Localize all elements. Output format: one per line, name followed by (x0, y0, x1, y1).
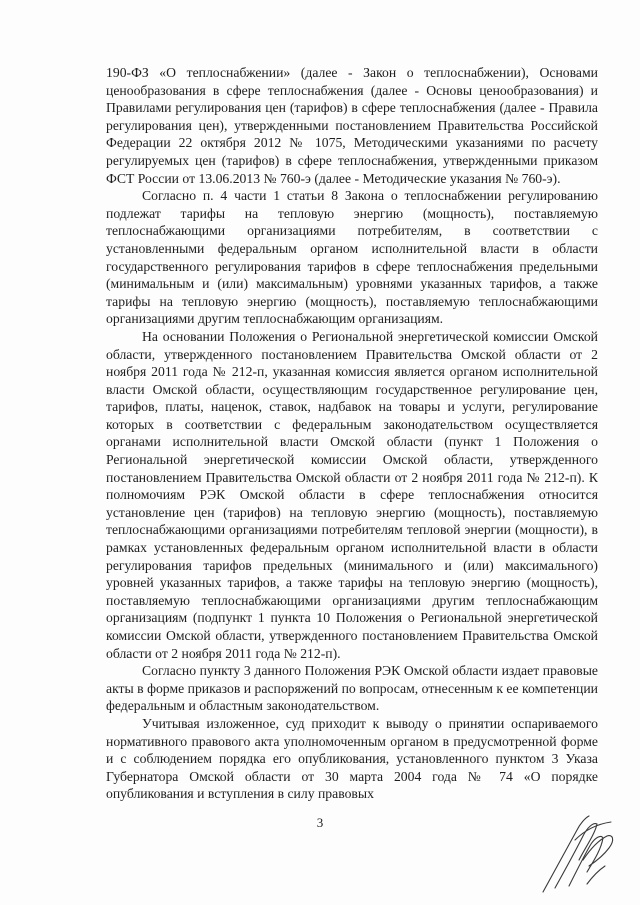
document-body (106, 64, 598, 803)
page-number: 3 (316, 815, 324, 830)
paragraph-5: Учитывая изложенное, суд приходит к выводу о принятии оспариваемого нормативного правового акта уполномоченным органом в предусмотренной форме и с соблюдением порядка его опубликования, установленного пунктом 3 Указа Губернатора Омской области от 30 марта 2004 года № 74 «О порядке опубликования и вступления в силу правовых (106, 715, 598, 802)
paragraph-2: Согласно п. 4 части 1 статьи 8 Закона о теплоснабжении регулированию подлежат тарифы на тепловую энергию (мощность), поставляемую теплоснабжающими организациями потребителям, в соответствии с установленными федеральным органом исполнительной власти в области государственного регулирования тарифов в сфере теплоснабжения предельными (минимальным и (или) максимальным) уровнями указанных тарифов, а также тарифы на тепловую энергию (мощность), поставляемую теплоснабжающими организациями другим теплоснабжающим организациям. (106, 188, 598, 327)
paragraph-4: Согласно пункту 3 данного Положения РЭК Омской области издает правовые акты в форме приказов и распоряжений по вопросам, отнесенным к ее компетенции федеральным и областным законодательством. (106, 663, 598, 714)
paragraph-3: На основании Положения о Региональной энергетической комиссии Омской области, утвержденного постановлением Правительства Омской области от 2 ноября 2011 года № 212-п, указанная комиссия является органом исполнительной власти Омской области, осуществляющим государственное регулирование цен, тарифов, платы, наценок, ставок, надбавок на товары и услуги, регулирование которых в соответствии с федеральным законодательством осуществляется органами исполнительной власти Омской области (пункт 1 Положения о Региональной энергетической комиссии Омской области, утвержденного постановлением Правительства Омской области от 2 ноября 2011 года № 212-п). К полномочиям РЭК Омской области в сфере теплоснабжения относится установление цен (тарифов) на тепловую энергию (мощность), поставляемую теплоснабжающими организациями потребителям тепловой энергии (мощности), в рамках установленных федеральным органом исполнительной власти в области регулирования тарифов предельных (минимального и (или) максимального) уровней указанных тарифов, а также тарифы на тепловую энергию (мощность), поставляемую теплоснабжающими организациями другим теплоснабжающим организациям (подпункт 1 пункта 10 Положения о Региональной энергетической комиссии Омской области, утвержденного постановлением Правительства Омской области от 2 ноября 2011 года № 212-п). (106, 328, 598, 661)
paragraph-1: 190-ФЗ «О теплоснабжении» (далее - Закон о теплоснабжении), Основами ценообразования в сфере теплоснабжения (далее - Основы ценообразования) и Правилами регулирования цен (тарифов) в сфере теплоснабжения (далее - Правила регулирования цен), утвержденными постановлением Правительства Российской Федерации 22 октября 2012 № 1075, Методическими указаниями по расчету регулируемых цен (тарифов) в сфере теплоснабжения, утвержденными приказом ФСТ России от 13.06.2013 № 760-э (далее - Методические указания № 760-э). (106, 65, 598, 186)
handwritten-signature (525, 800, 625, 900)
